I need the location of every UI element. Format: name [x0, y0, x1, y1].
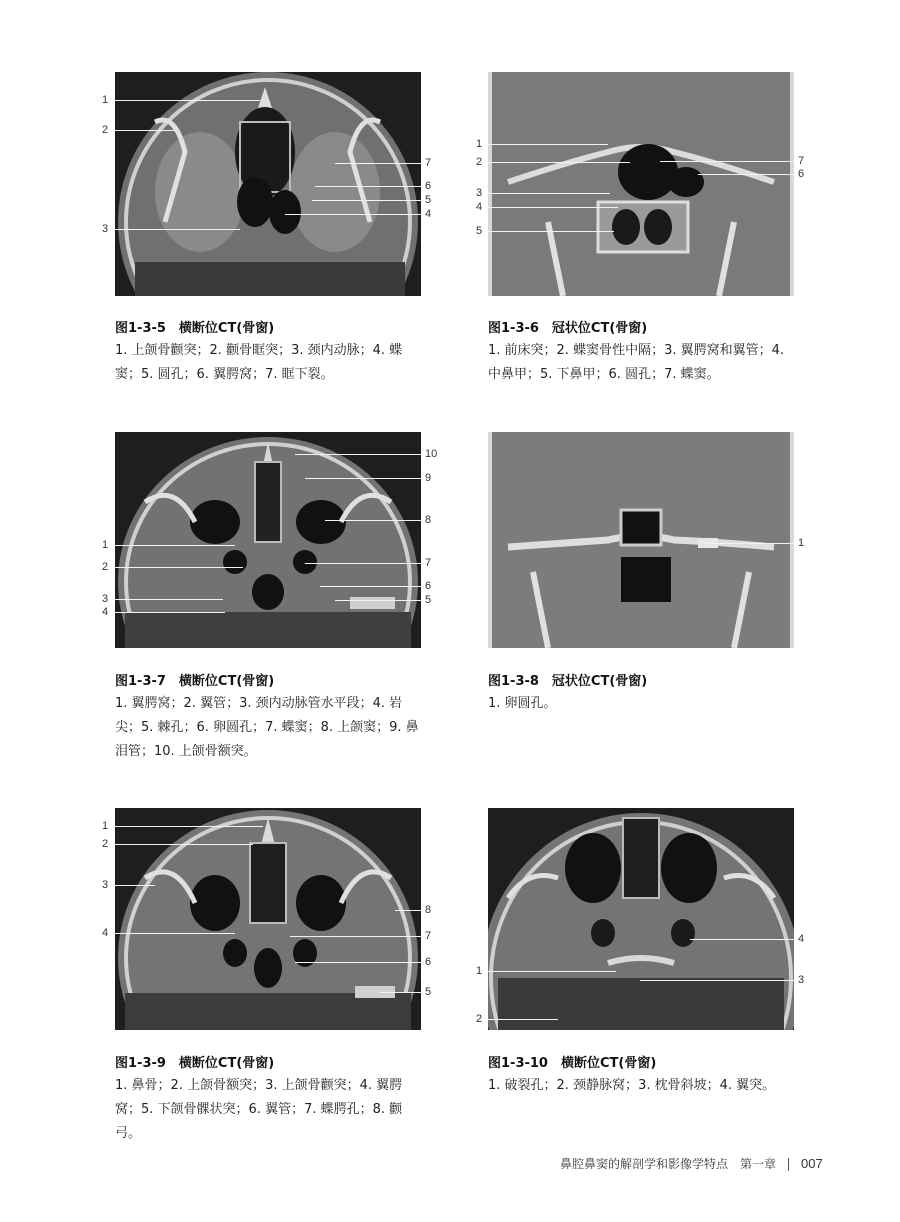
figure-caption-title: 图1-3-8 冠状位CT(骨窗)	[488, 674, 648, 689]
label-3: 3	[102, 223, 109, 235]
label-1: 1	[798, 537, 805, 549]
label-4: 4	[102, 927, 109, 939]
label-5: 5	[476, 225, 483, 237]
ct-image	[488, 72, 794, 296]
label-1: 1	[102, 539, 109, 551]
label-1: 1	[476, 138, 483, 150]
label-7: 7	[798, 155, 805, 167]
label-4: 4	[476, 201, 483, 213]
page-footer	[560, 1155, 823, 1172]
figure-caption-title: 图1-3-9 横断位CT(骨窗)	[115, 1056, 275, 1071]
running-title: 鼻腔鼻窦的解剖学和影像学特点 第一章	[560, 1157, 777, 1171]
label-7: 7	[425, 930, 432, 942]
label-6: 6	[425, 580, 432, 592]
label-2: 2	[102, 124, 109, 136]
figure-caption-text: 1. 鼻骨；2. 上颌骨额突；3. 上颌骨颧突；4. 翼腭窝；5. 下颌骨髁状突；6. 翼管；7. 蝶腭孔；8. 颧弓。	[115, 1078, 403, 1141]
label-6: 6	[425, 180, 432, 192]
label-1: 1	[476, 965, 483, 977]
label-4: 4	[798, 933, 805, 945]
figure-caption-title: 图1-3-6 冠状位CT(骨窗)	[488, 321, 648, 336]
label-4: 4	[102, 606, 109, 618]
footer-divider	[788, 1158, 789, 1171]
label-1: 1	[102, 820, 109, 832]
label-2: 2	[102, 838, 109, 850]
label-3: 3	[798, 974, 805, 986]
figure-caption-title: 图1-3-10 横断位CT(骨窗)	[488, 1056, 657, 1071]
label-2: 2	[102, 561, 109, 573]
label-7: 7	[425, 157, 432, 169]
label-2: 2	[476, 1013, 483, 1025]
figure-caption-text: 1. 翼腭窝；2. 翼管；3. 颈内动脉管水平段；4. 岩尖；5. 棘孔；6. 卵圆孔；7. 蝶窦；8. 上颌窦；9. 鼻泪管；10. 上颌骨额突。	[115, 696, 419, 759]
figure-caption-title: 图1-3-5 横断位CT(骨窗)	[115, 321, 275, 336]
figure-caption-text: 1. 上颌骨颧突；2. 颧骨眶突；3. 颈内动脉；4. 蝶窦；5. 圆孔；6. 翼腭窝；7. 眶下裂。	[115, 343, 403, 382]
label-3: 3	[102, 879, 109, 891]
ct-image	[488, 808, 794, 1030]
label-3: 3	[102, 593, 109, 605]
label-6: 6	[798, 168, 805, 180]
label-4: 4	[425, 208, 432, 220]
label-7: 7	[425, 557, 432, 569]
label-3: 3	[476, 187, 483, 199]
label-1: 1	[102, 94, 109, 106]
ct-image	[115, 72, 421, 296]
label-8: 8	[425, 904, 432, 916]
label-5: 5	[425, 594, 432, 606]
figure-caption-text: 1. 卵圆孔。	[488, 696, 557, 711]
label-2: 2	[476, 156, 483, 168]
label-5: 5	[425, 986, 432, 998]
label-8: 8	[425, 514, 432, 526]
label-10: 10	[425, 448, 438, 460]
ct-image	[488, 432, 794, 648]
page-number: 007	[801, 1156, 823, 1171]
label-9: 9	[425, 472, 432, 484]
ct-image	[115, 432, 421, 648]
figure-caption-text: 1. 前床突；2. 蝶窦骨性中隔；3. 翼腭窝和翼管；4. 中鼻甲；5. 下鼻甲；6. 圆孔；7. 蝶窦。	[488, 343, 785, 382]
label-6: 6	[425, 956, 432, 968]
figure-caption-text: 1. 破裂孔；2. 颈静脉窝；3. 枕骨斜坡；4. 翼突。	[488, 1078, 776, 1093]
figure-caption-title: 图1-3-7 横断位CT(骨窗)	[115, 674, 275, 689]
ct-image	[115, 808, 421, 1030]
label-5: 5	[425, 194, 432, 206]
